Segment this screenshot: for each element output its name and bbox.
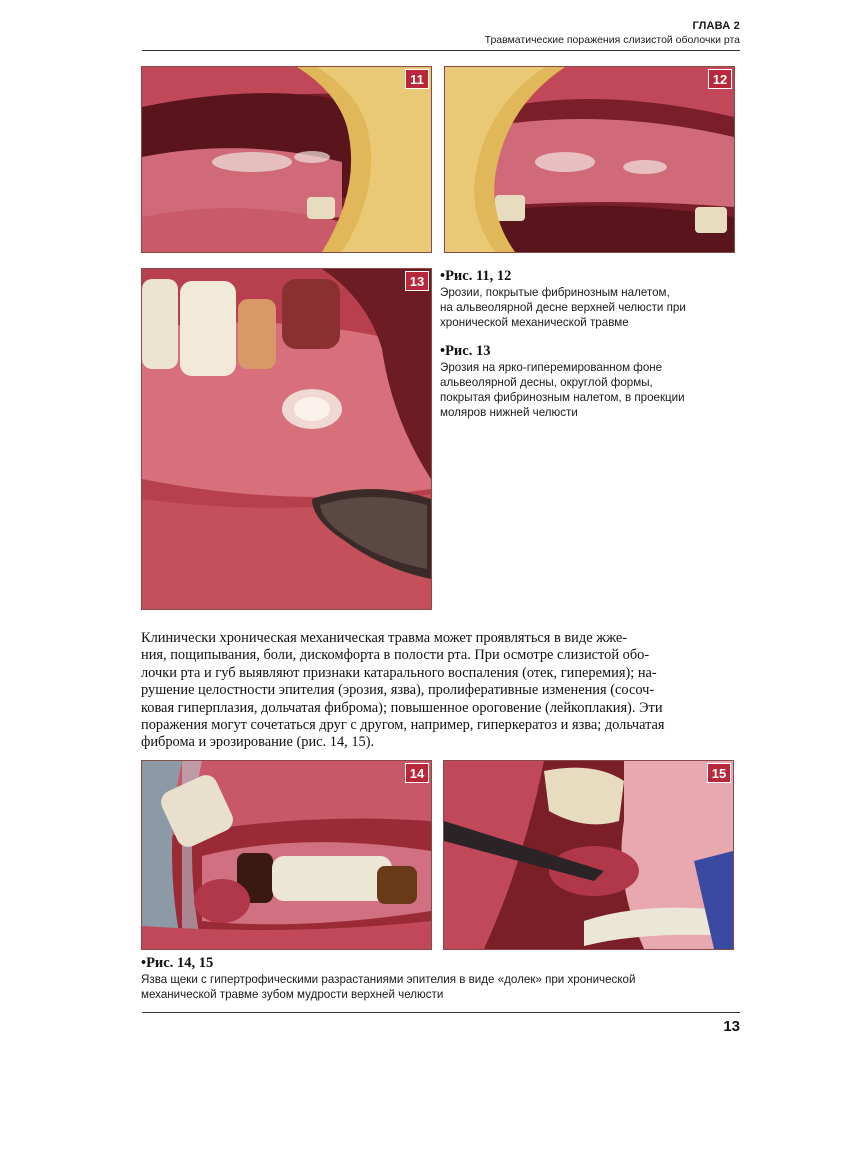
caption-fig-13-title: •Рис. 13 <box>440 343 491 359</box>
body-paragraph: Клинически хроническая механическая травма может проявляться в виде жже- ния, пощипывания, боли, дискомфорта в полости рта. При осмотре слизистой обо- лочки рта и губ выявляют признаки катарального воспаления (отек, гиперемия); на- рушение целостности эпителия (эрозия, язва), пролиферативные изменения (сосоч- ковая гиперплазия, дольчатая фиброма); повышенное ороговение (лейкоплакия). Эти поражения могут сочетаться друг с другом, например, гиперкератоз и язва; дольчатая фиброма и эрозирование (рис. 14, 15). <box>141 630 665 751</box>
footer-divider <box>142 1012 740 1013</box>
figure-11-number-badge: 11 <box>405 69 429 89</box>
header-divider <box>142 50 740 51</box>
figure-13-image <box>142 269 431 609</box>
figure-14-photo <box>141 760 432 950</box>
chapter-subtitle: Травматические поражения слизистой оболочки рта <box>484 34 740 46</box>
caption-fig-14-15-title: •Рис. 14, 15 <box>141 955 214 971</box>
figure-13-number-badge: 13 <box>405 271 429 291</box>
caption-fig-14-15-text: Язва щеки с гипертрофическими разрастаниями эпителия в виде «долек» при хронической механической травме зубом мудрости верхней челюсти <box>141 973 636 1001</box>
caption-fig-11-12-text: Эрозии, покрытые фибринозным налетом, на альвеолярной десне верхней челюсти при хронической механической травме <box>440 286 686 329</box>
caption-fig-11-12-title: •Рис. 11, 12 <box>440 268 512 284</box>
figure-15-photo <box>443 760 734 950</box>
caption-fig-11-12 <box>440 268 740 330</box>
figure-14-image <box>142 761 431 949</box>
figure-12-number-badge: 12 <box>708 69 732 89</box>
caption-fig-13 <box>440 343 740 420</box>
figure-12-photo <box>444 66 735 253</box>
figure-15-image <box>444 761 733 949</box>
caption-fig-14-15 <box>141 955 741 1002</box>
figure-11-photo <box>141 66 432 253</box>
chapter-label: ГЛАВА 2 <box>692 20 740 32</box>
page-number: 13 <box>723 1018 740 1035</box>
figure-11-image <box>142 67 431 252</box>
figure-13-photo <box>141 268 432 610</box>
figure-15-number-badge: 15 <box>707 763 731 783</box>
figure-12-image <box>445 67 734 252</box>
caption-fig-13-text: Эрозия на ярко-гиперемированном фоне альвеолярной десны, округлой формы, покрытая фибринозным налетом, в проекции моляров нижней челюсти <box>440 361 685 419</box>
figure-14-number-badge: 14 <box>405 763 429 783</box>
